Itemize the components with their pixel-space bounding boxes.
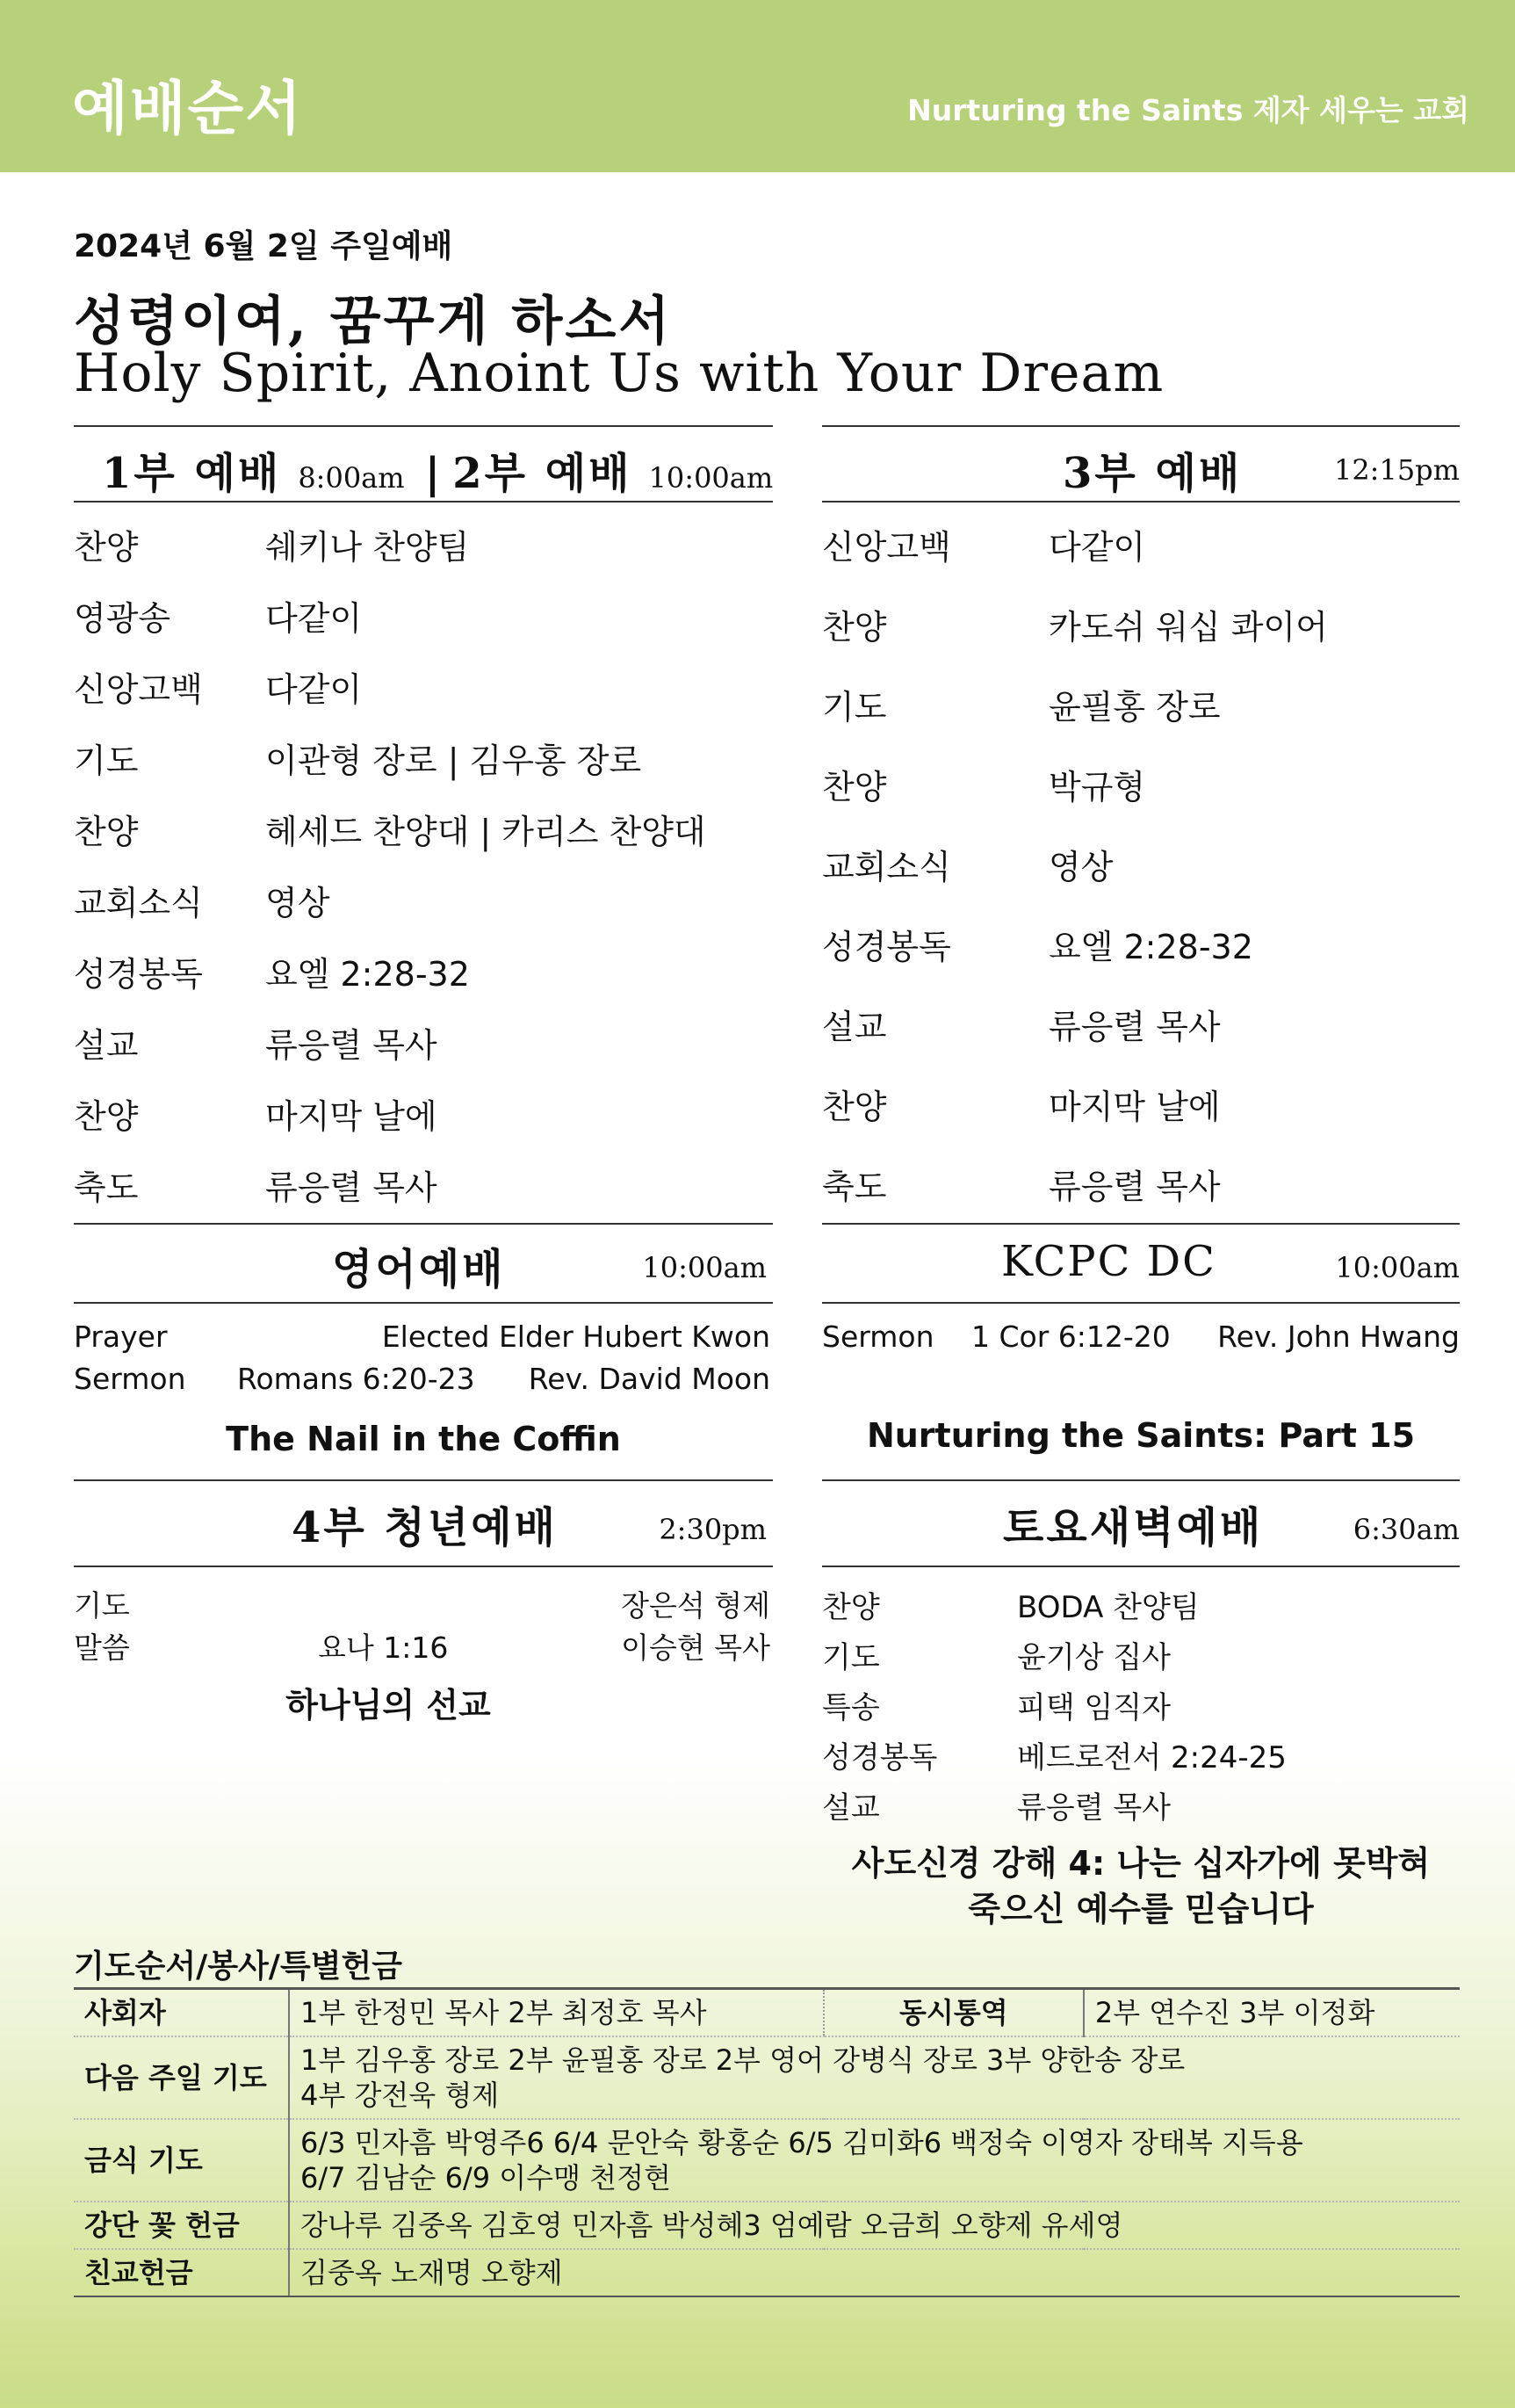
interp-value: 2부 연수진 3부 이정화 [1084, 1989, 1460, 2037]
item-value: BODA 찬양팀 [1017, 1590, 1200, 1625]
item-label: 기도 [822, 688, 887, 727]
service-info-title: 기도순서/봉사/특별헌금 [74, 1949, 403, 1985]
english-prayer-label: Prayer [74, 1320, 168, 1354]
presider-label: 사회자 [74, 1989, 289, 2037]
theme-english: Holy Spirit, Anoint Us with Your Dream [74, 343, 1165, 404]
divider [74, 1223, 773, 1225]
english-sermon-label: Sermon [74, 1362, 186, 1396]
divider [74, 1302, 773, 1304]
item-label: 특송 [822, 1690, 880, 1725]
item-value: 피택 임직자 [1017, 1690, 1172, 1725]
item-label: 축도 [822, 1168, 887, 1206]
english-sermon-speaker: Rev. David Moon [528, 1362, 770, 1396]
church-motto: Nurturing the Saints 제자 세우는 교회 [907, 93, 1469, 127]
item-label: 찬양 [822, 608, 887, 647]
item-value: 류응렬 목사 [265, 1168, 437, 1207]
item-value: 다같이 [265, 599, 363, 638]
english-sermon-title: The Nail in the Coffin [226, 1420, 621, 1458]
divider [74, 425, 773, 427]
theme-korean: 성령이여, 꿈꾸게 하소서 [74, 291, 673, 352]
item-label: 찬양 [74, 528, 139, 567]
item-label: 신앙고백 [822, 528, 951, 567]
item-value: 헤세드 찬양대 | 카리스 찬양대 [265, 813, 706, 851]
youth-service-name: 4부 청년예배 [292, 1503, 558, 1552]
bulletin-title: 예배순서 [72, 75, 304, 142]
item-label: 신앙고백 [74, 670, 203, 709]
item-value: 영상 [1049, 848, 1114, 886]
item-value: 윤필홍 장로 [1049, 688, 1221, 727]
table-row [74, 1989, 1460, 2037]
item-label: 기도 [74, 741, 139, 780]
service2-time: 10:00am [648, 461, 774, 495]
item-label: 영광송 [74, 599, 171, 638]
service3-name: 3부 예배 [1063, 449, 1243, 498]
english-service-time: 10:00am [642, 1251, 767, 1284]
english-prayer-value: Elected Elder Hubert Kwon [381, 1320, 770, 1354]
flower-label: 강단 꽃 헌금 [74, 2202, 289, 2249]
item-label: 설교 [822, 1008, 887, 1046]
item-label: 설교 [822, 1790, 880, 1826]
divider [74, 1566, 773, 1567]
item-value: 영상 [265, 884, 330, 922]
service12-heading [102, 439, 773, 500]
table-row [74, 2202, 1460, 2249]
item-value: 이관형 장로 | 김우홍 장로 [265, 741, 642, 780]
dawn-sermon-title-line1: 사도신경 강해 4: 나는 십자가에 못박혀 [851, 1844, 1431, 1883]
next-prayer-label: 다음 주일 기도 [74, 2036, 289, 2119]
dawn-service-name: 토요새벽예배 [1003, 1503, 1264, 1552]
youth-sermon-title: 하나님의 선교 [285, 1686, 491, 1725]
item-value: 윤기상 집사 [1017, 1640, 1172, 1675]
item-value: 베드로전서 2:24-25 [1017, 1740, 1287, 1775]
item-label: 교회소식 [74, 884, 203, 922]
divider [822, 501, 1460, 503]
service1-name: 1부 예배 [102, 449, 282, 498]
item-label: 찬양 [822, 1088, 887, 1126]
item-value: 마지막 날에 [1049, 1088, 1221, 1126]
divider [822, 1223, 1460, 1225]
item-value: 카도쉬 워십 콰이어 [1049, 608, 1328, 647]
divider [74, 501, 773, 503]
english-sermon-passage: Romans 6:20-23 [237, 1362, 475, 1396]
kcpc-sermon-title: Nurturing the Saints: Part 15 [866, 1416, 1416, 1455]
service1-time: 8:00am [298, 461, 405, 495]
youth-prayer-value: 장은석 형제 [621, 1588, 770, 1623]
item-label: 찬양 [822, 768, 887, 806]
item-value: 마지막 날에 [265, 1097, 437, 1136]
divider [74, 1479, 773, 1481]
divider [822, 425, 1460, 427]
item-value: 요엘 2:28-32 [265, 955, 470, 994]
item-label: 성경봉독 [74, 955, 203, 994]
item-value: 쉐키나 찬양팀 [265, 528, 470, 567]
youth-service-time: 2:30pm [659, 1513, 767, 1546]
item-value: 박규형 [1049, 768, 1146, 806]
item-value: 류응렬 목사 [1017, 1790, 1172, 1826]
kcpc-sermon-speaker: Rev. John Hwang [1217, 1320, 1460, 1354]
item-value: 류응렬 목사 [265, 1026, 437, 1065]
item-value: 다같이 [1049, 528, 1146, 567]
item-label: 설교 [74, 1026, 139, 1065]
fellowship-value: 김중옥 노재명 오향제 [289, 2249, 1460, 2296]
table-row [74, 2119, 1460, 2202]
english-service-name: 영어예배 [332, 1245, 506, 1294]
youth-word-label: 말씀 [74, 1631, 130, 1665]
kcpc-time: 10:00am [1335, 1251, 1460, 1284]
kcpc-sermon-passage: 1 Cor 6:12-20 [971, 1320, 1171, 1354]
item-label: 찬양 [822, 1590, 880, 1625]
item-value: 요엘 2:28-32 [1049, 928, 1253, 966]
next-prayer-value [289, 2036, 1460, 2119]
item-label: 교회소식 [822, 848, 951, 886]
kcpc-name: KCPC DC [1001, 1237, 1216, 1286]
youth-prayer-label: 기도 [74, 1588, 130, 1623]
header-banner [0, 0, 1515, 172]
fasting-value [289, 2119, 1460, 2202]
item-value: 류응렬 목사 [1049, 1168, 1221, 1206]
service-date: 2024년 6월 2일 주일예배 [74, 228, 453, 264]
separator: | [424, 449, 444, 498]
dawn-sermon-title-line2: 죽으신 예수를 믿습니다 [968, 1890, 1314, 1928]
service2-name: 2부 예배 [452, 449, 632, 498]
item-label: 찬양 [74, 813, 139, 851]
divider [822, 1302, 1460, 1304]
service3-time: 12:15pm [1333, 453, 1460, 487]
fasting-label: 금식 기도 [74, 2119, 289, 2202]
presider-value: 1부 한정민 목사 2부 최정호 목사 [289, 1989, 824, 2037]
fasting-line1: 6/3 민자흠 박영주6 6/4 문안숙 황홍순 6/5 김미화6 백정숙 이영자 장태복 지득용 [300, 2126, 1303, 2159]
item-label: 성경봉독 [822, 1740, 938, 1775]
service-info-table [74, 1987, 1460, 2297]
flower-value: 강나루 김중옥 김호영 민자흠 박성혜3 엄예람 오금희 오향제 유세영 [289, 2202, 1460, 2249]
interp-label: 동시통역 [824, 1989, 1084, 2037]
item-value: 다같이 [265, 670, 363, 709]
fasting-line2: 6/7 김남순 6/9 이수맹 천정현 [300, 2161, 671, 2195]
youth-word-passage: 요나 1:16 [318, 1631, 449, 1665]
divider [822, 1479, 1460, 1481]
youth-word-speaker: 이승현 목사 [621, 1631, 770, 1665]
divider [822, 1566, 1460, 1567]
item-label: 성경봉독 [822, 928, 951, 966]
kcpc-sermon-label: Sermon [822, 1320, 934, 1354]
item-label: 기도 [822, 1640, 880, 1675]
dawn-service-time: 6:30am [1353, 1513, 1460, 1546]
fellowship-label: 친교헌금 [74, 2249, 289, 2296]
next-prayer-line2: 4부 강전욱 형제 [300, 2079, 500, 2112]
item-label: 축도 [74, 1168, 139, 1207]
item-label: 찬양 [74, 1097, 139, 1136]
item-value: 류응렬 목사 [1049, 1008, 1221, 1046]
table-row [74, 2036, 1460, 2119]
next-prayer-line1: 1부 김우홍 장로 2부 윤필홍 장로 2부 영어 강병식 장로 3부 양한송 장로 [300, 2043, 1186, 2077]
table-row [74, 2249, 1460, 2296]
